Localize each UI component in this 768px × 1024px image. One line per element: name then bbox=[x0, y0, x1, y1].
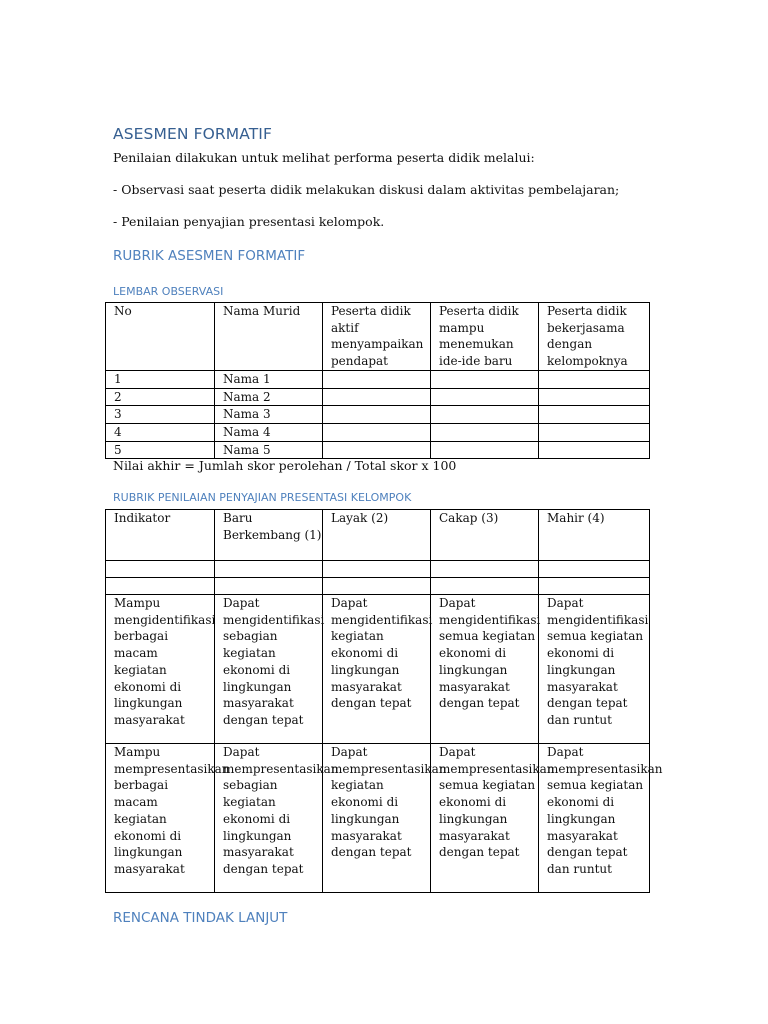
observation-heading: LEMBAR OBSERVASI bbox=[113, 285, 224, 298]
student-name: Nama 5 bbox=[215, 441, 323, 459]
score-cell bbox=[431, 370, 539, 388]
empty-cell bbox=[539, 578, 650, 595]
score-cell bbox=[539, 441, 650, 459]
column-header-level-1: Baru Berkembang (1) bbox=[215, 510, 323, 561]
column-header-no: No bbox=[106, 303, 215, 371]
column-header-active-opinion: Peserta didik aktif menyampaikan pendapat bbox=[323, 303, 431, 371]
bullet-observation: - Observasi saat peserta didik melakukan diskusi dalam aktivitas pembelajaran; bbox=[113, 182, 620, 197]
followup-heading: RENCANA TINDAK LANJUT bbox=[113, 910, 288, 926]
student-name: Nama 1 bbox=[215, 370, 323, 388]
table-header-row bbox=[106, 303, 650, 371]
score-cell bbox=[539, 370, 650, 388]
empty-row bbox=[106, 578, 650, 595]
score-cell bbox=[539, 388, 650, 406]
column-header-level-2: Layak (2) bbox=[323, 510, 431, 561]
empty-cell bbox=[323, 578, 431, 595]
criteria-cell: Dapat mempresentasikan kegiatan ekonomi di lingkungan masyarakat dengan tepat bbox=[323, 744, 431, 893]
criteria-cell: Dapat mengidentifikasi semua kegiatan ekonomi di lingkungan masyarakat dengan tepat bbox=[431, 595, 539, 744]
empty-cell bbox=[106, 561, 215, 578]
intro-paragraph: Penilaian dilakukan untuk melihat performa peserta didik melalui: bbox=[113, 150, 535, 165]
table-row bbox=[106, 370, 650, 388]
criteria-cell: Dapat mempresentasikan semua kegiatan ekonomi di lingkungan masyarakat dengan tepat bbox=[431, 744, 539, 893]
table-row bbox=[106, 744, 650, 893]
table-row bbox=[106, 406, 650, 424]
student-name: Nama 4 bbox=[215, 423, 323, 441]
student-name: Nama 3 bbox=[215, 406, 323, 424]
row-number: 3 bbox=[106, 406, 215, 424]
empty-row bbox=[106, 561, 650, 578]
bullet-presentation: - Penilaian penyajian presentasi kelompok. bbox=[113, 214, 385, 229]
column-header-new-ideas: Peserta didik mampu menemukan ide-ide baru bbox=[431, 303, 539, 371]
observation-table bbox=[105, 302, 650, 459]
empty-cell bbox=[431, 561, 539, 578]
score-cell bbox=[323, 388, 431, 406]
score-cell bbox=[431, 441, 539, 459]
criteria-cell: Dapat mengidentifikasi semua kegiatan ekonomi di lingkungan masyarakat dengan tepat dan runtut bbox=[539, 595, 650, 744]
table-header-row bbox=[106, 510, 650, 561]
row-number: 4 bbox=[106, 423, 215, 441]
table-row bbox=[106, 441, 650, 459]
table-row bbox=[106, 595, 650, 744]
empty-cell bbox=[215, 578, 323, 595]
empty-cell bbox=[106, 578, 215, 595]
table-row bbox=[106, 423, 650, 441]
empty-cell bbox=[215, 561, 323, 578]
criteria-cell: Dapat mempresentasikan semua kegiatan ekonomi di lingkungan masyarakat dengan tepat dan runtut bbox=[539, 744, 650, 893]
row-number: 5 bbox=[106, 441, 215, 459]
criteria-cell: Dapat mengidentifikasi kegiatan ekonomi di lingkungan masyarakat dengan tepat bbox=[323, 595, 431, 744]
column-header-level-4: Mahir (4) bbox=[539, 510, 650, 561]
row-number: 2 bbox=[106, 388, 215, 406]
column-header-level-3: Cakap (3) bbox=[431, 510, 539, 561]
score-cell bbox=[323, 441, 431, 459]
score-formula: Nilai akhir = Jumlah skor perolehan / Total skor x 100 bbox=[113, 458, 457, 473]
indicator-cell: Mampu mengidentifikasi berbagai macam kegiatan ekonomi di lingkungan masyarakat bbox=[106, 595, 215, 744]
empty-cell bbox=[431, 578, 539, 595]
presentation-rubric-heading: RUBRIK PENILAIAN PENYAJIAN PRESENTASI KELOMPOK bbox=[113, 491, 412, 504]
student-name: Nama 2 bbox=[215, 388, 323, 406]
row-number: 1 bbox=[106, 370, 215, 388]
table-row bbox=[106, 388, 650, 406]
criteria-cell: Dapat mengidentifikasi sebagian kegiatan ekonomi di lingkungan masyarakat dengan tepat bbox=[215, 595, 323, 744]
score-cell bbox=[431, 423, 539, 441]
column-header-cooperation: Peserta didik bekerjasama dengan kelompoknya bbox=[539, 303, 650, 371]
score-cell bbox=[431, 406, 539, 424]
score-cell bbox=[323, 370, 431, 388]
column-header-student-name: Nama Murid bbox=[215, 303, 323, 371]
section-title: ASESMEN FORMATIF bbox=[113, 125, 272, 143]
presentation-rubric-table bbox=[105, 509, 663, 893]
empty-cell bbox=[539, 561, 650, 578]
score-cell bbox=[539, 406, 650, 424]
empty-cell bbox=[323, 561, 431, 578]
rubric-heading: RUBRIK ASESMEN FORMATIF bbox=[113, 248, 306, 264]
column-header-indicator: Indikator bbox=[106, 510, 215, 561]
score-cell bbox=[323, 423, 431, 441]
score-cell bbox=[539, 423, 650, 441]
score-cell bbox=[431, 388, 539, 406]
indicator-cell: Mampu mempresentasikan berbagai macam kegiatan ekonomi di lingkungan masyarakat bbox=[106, 744, 215, 893]
criteria-cell: Dapat mempresentasikan sebagian kegiatan ekonomi di lingkungan masyarakat dengan tepat bbox=[215, 744, 323, 893]
score-cell bbox=[323, 406, 431, 424]
